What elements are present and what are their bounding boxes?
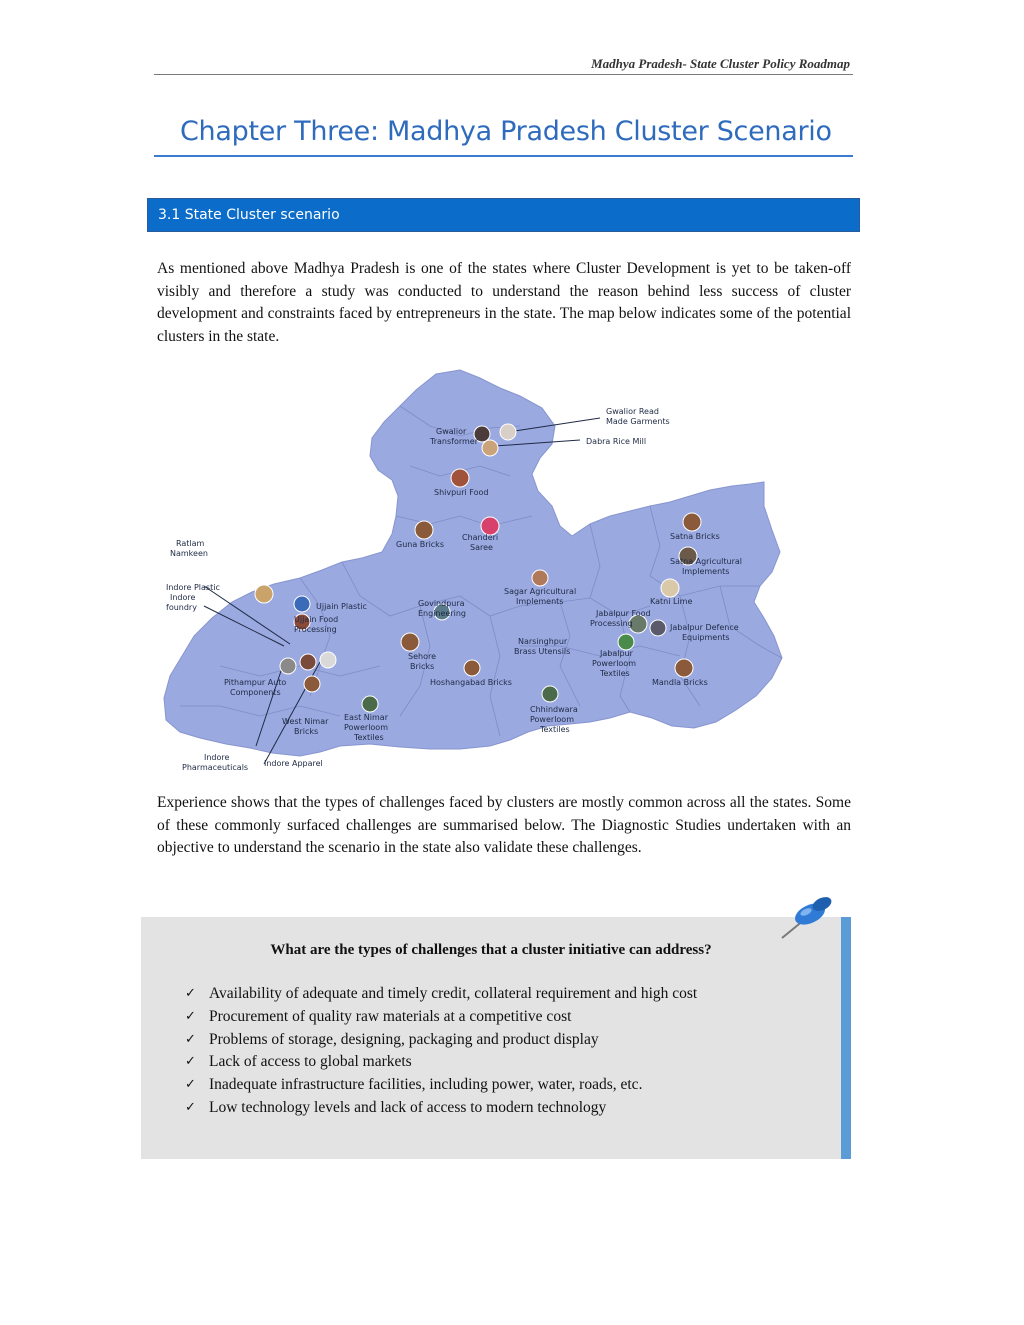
list-item-text: Low technology levels and lack of access to modern technology <box>209 1098 607 1116</box>
map-label: East Nimar <box>344 713 388 722</box>
list-item <box>185 1097 697 1120</box>
marker-indore-plastic <box>255 585 273 603</box>
map-label: Gwalior Read <box>606 407 659 416</box>
map-label: Hoshangabad Bricks <box>430 678 512 687</box>
map-label: Powerloom <box>530 715 574 724</box>
map-label: Pharmaceuticals <box>182 763 249 772</box>
map-label: Textiles <box>354 733 384 742</box>
section-heading-bar <box>147 198 860 232</box>
marker-pithampur <box>280 658 296 674</box>
map-label: Sagar Agricultural <box>504 587 577 596</box>
map-label: Jabalpur <box>600 649 633 658</box>
map-label: Ujjain Plastic <box>316 602 367 611</box>
marker-jabalpur-powerloom <box>618 634 634 650</box>
map-label: Chhindwara <box>530 705 578 714</box>
header-rule <box>154 74 853 75</box>
challenges-box-accent <box>841 917 851 1159</box>
map-label: Mandla Bricks <box>652 678 708 687</box>
marker-sehore <box>401 633 419 651</box>
cluster-map-svg <box>160 366 872 778</box>
map-label: West Nimar <box>282 717 329 726</box>
map-label: Made Garments <box>606 417 670 426</box>
list-item <box>185 983 697 1006</box>
map-label: Indore <box>204 753 230 762</box>
check-icon: ✓ <box>185 1054 196 1070</box>
intro-paragraph: As mentioned above Madhya Pradesh is one of the states where Cluster Development is yet to be taken-off visibly and therefore a study was conducted to understand the reason behind less success of cluster development and constraints faced by entrepreneurs in the state. The map below indicates some of the potential clusters in the state. <box>157 260 851 345</box>
check-icon: ✓ <box>185 1099 196 1115</box>
map-label: Engineering <box>418 609 466 618</box>
marker-gwalior-garments <box>500 424 516 440</box>
map-label: Implements <box>682 567 730 576</box>
marker-indore-foundry <box>300 654 316 670</box>
map-label: Shivpuri Food <box>434 488 489 497</box>
marker-ujjain-plastic <box>294 596 310 612</box>
map-label: Bricks <box>294 727 319 736</box>
map-label: Textiles <box>600 669 630 678</box>
map-label: Indore Apparel <box>264 759 323 768</box>
marker-west-nimar <box>304 676 320 692</box>
section-heading: 3.1 State Cluster scenario <box>158 207 340 223</box>
list-item-text: Procurement of quality raw materials at a competitive cost <box>209 1007 572 1025</box>
map-label: Processing <box>294 625 337 634</box>
map-label: Ujjain Food <box>294 615 339 624</box>
map-label: Chanderi <box>462 533 499 542</box>
map-label: Govindpura <box>418 599 465 608</box>
map-label: foundry <box>166 603 197 612</box>
map-label: Implements <box>516 597 564 606</box>
list-item <box>185 1029 697 1052</box>
chapter-title: Chapter Three: Madhya Pradesh Cluster Scenario <box>180 116 832 147</box>
challenges-title: What are the types of challenges that a cluster initiative can address? <box>270 942 712 958</box>
map-label: Indore Plastic <box>166 583 220 592</box>
map-label: Namkeen <box>170 549 208 558</box>
chapter-rule <box>154 155 853 157</box>
map-label: Satna Bricks <box>670 532 720 541</box>
list-item-text: Problems of storage, designing, packaging and product display <box>209 1030 599 1048</box>
check-icon: ✓ <box>185 1031 196 1047</box>
map-label: Jabalpur Food <box>596 609 651 618</box>
list-item <box>185 1074 697 1097</box>
map-label: Components <box>230 688 281 697</box>
check-icon: ✓ <box>185 1077 196 1093</box>
list-item <box>185 1051 697 1074</box>
map-label: Bricks <box>410 662 435 671</box>
marker-hoshangabad <box>464 660 480 676</box>
check-icon: ✓ <box>185 1008 196 1024</box>
marker-katni <box>661 579 679 597</box>
map-label: Narsinghpur <box>518 637 568 646</box>
map-label: Pithampur Auto <box>224 678 287 687</box>
marker-guna <box>415 521 433 539</box>
map-label: Powerloom <box>344 723 388 732</box>
map-label: Textiles <box>540 725 570 734</box>
map-label: Jabalpur Defence <box>670 623 739 632</box>
list-item-text: Inadequate infrastructure facilities, including power, water, roads, etc. <box>209 1076 643 1094</box>
map-label: Ratlam <box>176 539 205 548</box>
marker-east-nimar <box>362 696 378 712</box>
map-label: Powerloom <box>592 659 636 668</box>
map-label: Processing <box>590 619 633 628</box>
cluster-map <box>160 366 872 778</box>
map-label: Dabra Rice Mill <box>586 437 647 446</box>
map-label: Transformer <box>430 437 479 446</box>
map-label: Equipments <box>682 633 730 642</box>
map-label: Brass Utensils <box>514 647 571 656</box>
map-label: Satna Agricultural <box>670 557 743 566</box>
running-header: Madhya Pradesh- State Cluster Policy Roadmap <box>591 56 850 71</box>
list-item-text: Lack of access to global markets <box>209 1053 412 1071</box>
list-item <box>185 1006 697 1029</box>
list-item-text: Availability of adequate and timely credit, collateral requirement and high cost <box>209 985 698 1002</box>
marker-mandla <box>675 659 693 677</box>
check-icon: ✓ <box>185 986 196 1001</box>
map-label: Saree <box>470 543 493 552</box>
pushpin-icon <box>770 890 840 950</box>
marker-satna-bricks <box>683 513 701 531</box>
marker-chhindwara <box>542 686 558 702</box>
marker-sagar <box>532 570 548 586</box>
marker-indore-apparel <box>320 652 336 668</box>
challenges-list <box>185 983 697 1120</box>
map-label: Indore <box>170 593 196 602</box>
marker-shivpuri <box>451 469 469 487</box>
marker-dabra <box>482 440 498 456</box>
map-label: Gwalior <box>436 427 467 436</box>
marker-jabalpur-defence-2 <box>650 620 666 636</box>
map-label: Sehore <box>408 652 436 661</box>
experience-paragraph: Experience shows that the types of challenges faced by clusters are mostly common across all the states. Some of these commonly surfaced challenges are summarised below. The Diagnostic Studies undertaken with an objective to understand the scenario in the state also validate these challenges. <box>157 794 851 857</box>
map-label: Katni Lime <box>650 597 693 606</box>
map-label: Guna Bricks <box>396 540 444 549</box>
